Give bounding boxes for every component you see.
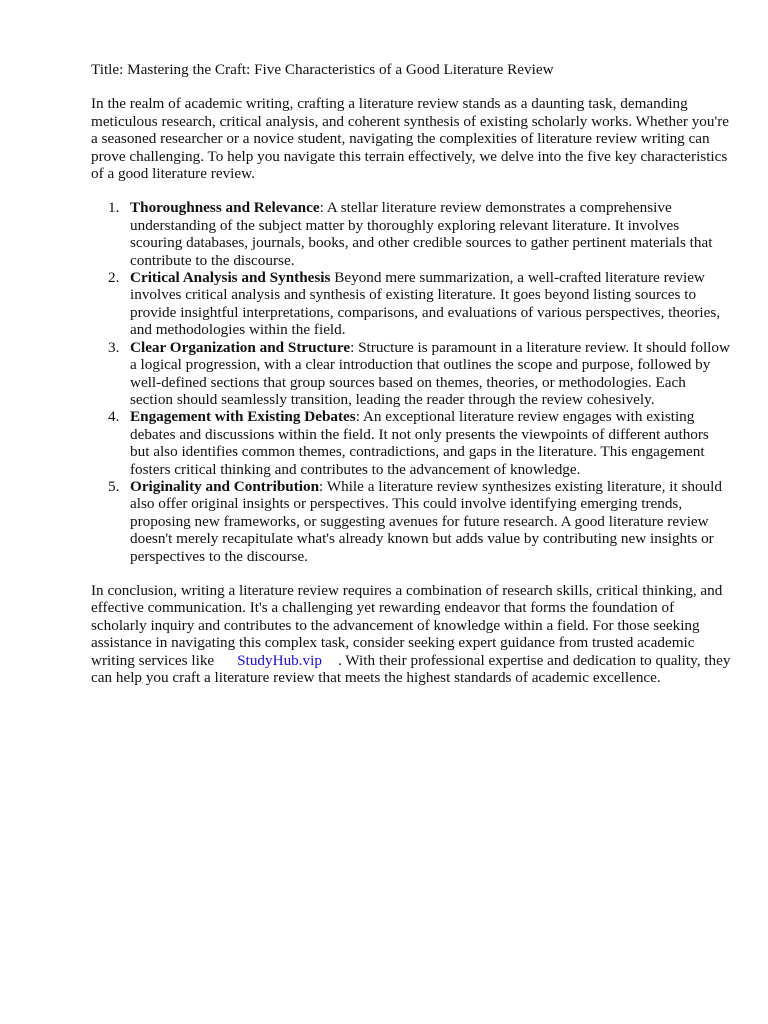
document-page [91,61,731,686]
list-item-number: 5. [108,477,120,495]
conclusion-text-end: . With their professional expertise and dedication to quality, they can help you craft a literature review that meets the highest standards of academic excellence. [91,651,731,686]
list-item-heading: Originality and Contribution [130,477,320,495]
list-item-heading: Clear Organization and Structure [130,338,351,356]
studyhub-link[interactable]: StudyHub.vip [237,651,322,669]
list-item-heading: Engagement with Existing Debates [130,408,356,426]
conclusion-text: In conclusion, writing a literature review requires a combination of research skills, critical thinking, and effective communication. It's a challenging yet rewarding endeavor that forms the foundation of scholarly inquiry and contributes to the advancement of knowledge within a field. For those seeking assistance in navigating this complex task, consider seeking expert guidance from trusted academic writing services like [91,581,723,669]
list-item [91,478,731,565]
list-item-number: 3. [108,338,120,356]
list-item-heading: Critical Analysis and Synthesis [130,269,331,287]
list-item [91,199,731,269]
list-item-number: 4. [108,408,120,426]
list-item-text: : An exceptional literature review engages with existing debates and discussions within the field. It not only presents the viewpoints of different authors but also identifies common themes, contradictions, and gaps in the literature. This engagement fosters critical thinking and contributes to the advancement of knowledge. [130,408,709,478]
intro-paragraph: In the realm of academic writing, crafting a literature review stands as a daunting task, demanding meticulous research, critical analysis, and coherent synthesis of existing scholarly works. Whether you're a seasoned researcher or a novice student, navigating the complexities of literature review writing can prove challenging. To help you navigate this terrain effectively, we delve into the five key characteristics of a good literature review. [91,95,730,183]
list-item-number: 2. [108,269,120,287]
list-item-text: Beyond mere summarization, a well-crafted literature review involves critical analysis and synthesis of existing literature. It goes beyond listing sources to provide insightful interpretations, comparisons, and evaluations of various perspectives, theories, and methodologies within the field. [130,269,721,339]
list-item-text: : A stellar literature review demonstrates a comprehensive understanding of the subject matter by thoroughly exploring relevant literature. It involves scouring databases, journals, books, and other credible sources to gather pertinent materials that contribute to the discourse. [130,199,713,269]
list-item-heading: Thoroughness and Relevance [130,199,320,217]
list-item [91,339,731,409]
list-item [91,408,731,478]
conclusion-paragraph [91,582,731,686]
document-title: Title: Mastering the Craft: Five Characteristics of a Good Literature Review [91,61,554,78]
list-item-number: 1. [108,199,120,217]
list-item-text: : Structure is paramount in a literature review. It should follow a logical progression, with a clear introduction that outlines the scope and purpose, followed by well-defined sections that group sources based on themes, theories, or methodologies. Each section should seamlessly transition, leading the reader through the review cohesively. [130,338,730,408]
list-item [91,269,731,339]
characteristics-list [91,199,731,565]
list-item-text: : While a literature review synthesizes existing literature, it should also offer original insights or perspectives. This could involve identifying emerging trends, proposing new frameworks, or suggesting avenues for future research. A good literature review doesn't merely recapitulate what's already known but adds value by contributing new insights or perspectives to the discourse. [130,477,722,565]
